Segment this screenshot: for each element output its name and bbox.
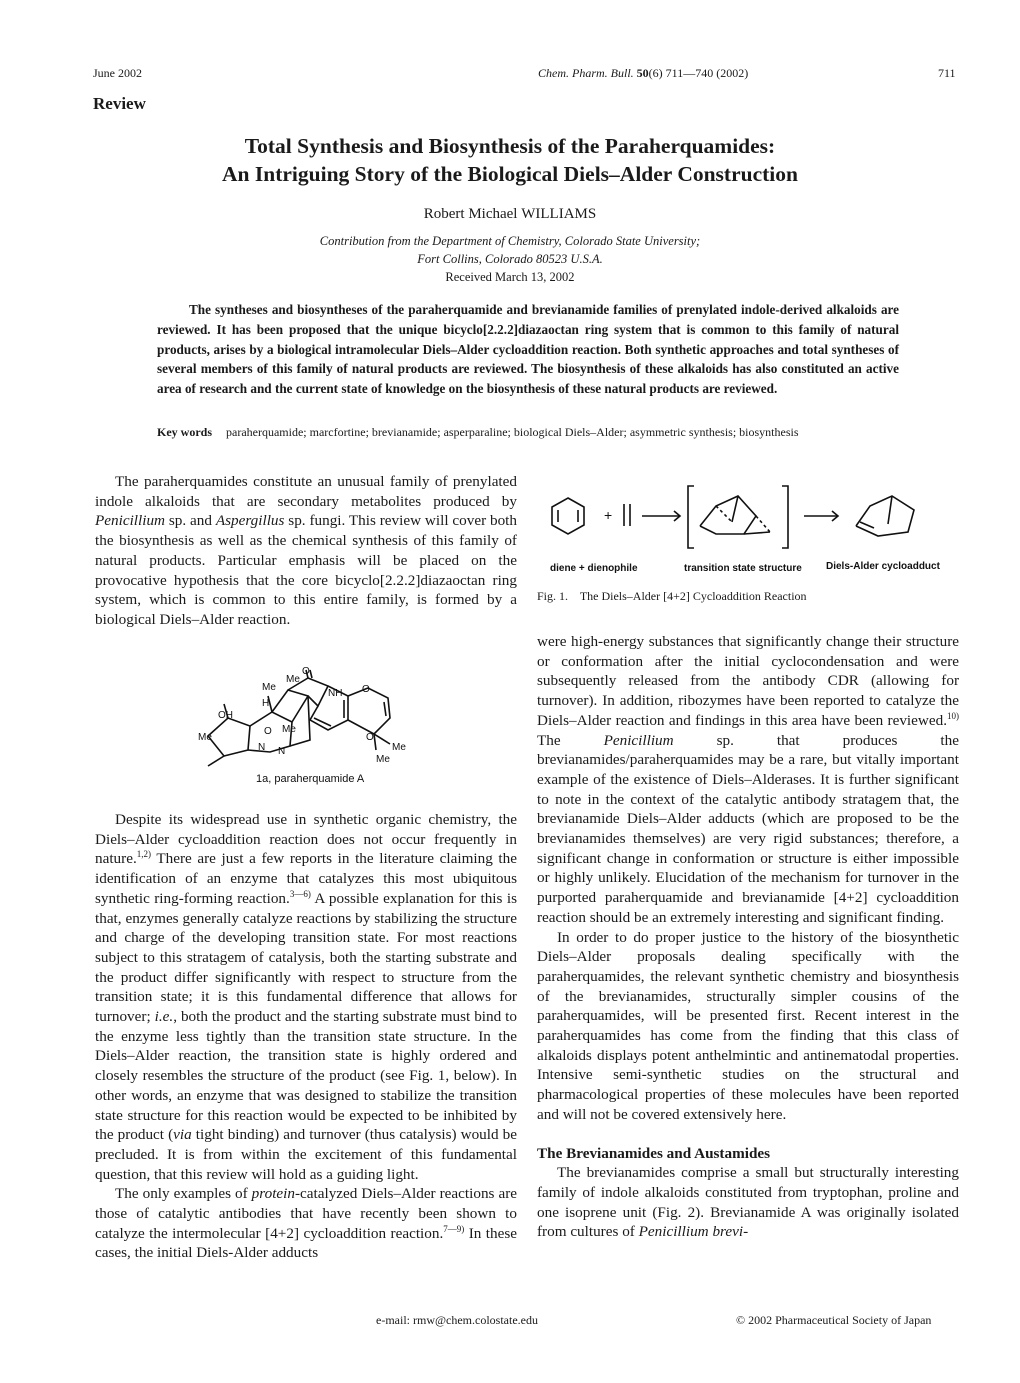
title-line-2: An Intriguing Story of the Biological Diels–Alder Construction — [222, 162, 798, 186]
atom-n-1: N — [258, 742, 266, 753]
right-col-para-2: In order to do proper justice to the history of the biosynthetic Diels–Alder proposals dealing specifically with the paraherquamides, the relevant synthetic chemistry and biosynthesis of the brevianamides, structurally simpler cousins of the paraherquamides, will be presented first. Recent interest in the paraherquamides has come from the finding that this class of alkaloids displays potent anthelmintic and antinematodal properties. Intensive semi-synthetic studies on the structural and pharmacological properties of these molecules have been reported and will not be covered extensively here. — [537, 928, 959, 1123]
author-last: WILLIAMS — [521, 206, 597, 222]
atom-n-2: N — [278, 746, 286, 757]
right-col-text: were high-energy substances that significantly change their structure or conformation after the initial cyclocondensation and were subsequently released from the antibody CDR (allowing for turnover). In addition, ribozymes have been reported to catalyze the Diels–Alder reaction and findings in this area have been reviewed.$^{10)}$ The Penicillium sp. that produces the brevianamides/paraherquamides may be a rare, but vitally important example of the existence of Diels–Alderases. It is further significant to note in the context of the catalytic antibody stratagem that, the brevianamide Diels–Alder adducts (which are proposed to be the brevianamides themselves) are very rigid substances; therefore, a significant change in conformation or structure is either impossible or highly unlikely. Elucidation of the mechanism for turnover in the purported paraherquamide and brevianamide [4+2] cycloaddition reaction should be an extremely interesting and significant finding. In order to do proper justice to the history of the biosynthetic Diels–Alder proposals dealing specifically with the paraherquamides, the relevant synthetic chemistry and biosynthesis of the brevianamides, structurally simpler cousins of the paraherquamides, will be presented first. Recent interest in the paraherquamides has come from the finding that this class of alkaloids displays potent anthelmintic and antinematodal properties. Intensive semi-synthetic studies on the structural and pharmacological properties of these molecules have been reported and will not be covered extensively here. The Brevianamides and Austamides The brevianamides comprise a small but structurally interesting family of indole alkaloids constituted from tryptophan, proline and one isoprene unit (Fig. 2). Brevianamide A was originally isolated from cultures of Penicillium brevi- — [537, 633, 959, 1241]
left-col-para-1: The paraherquamides constitute an unusual family of prenylated indole alkaloids that are secondary metabolites produced by Penicillium sp. and Aspergillus sp. fungi. This review will cover both the biosynthesis as well as the chemical synthesis of this family of natural products. Particular emphasis will be placed on the provocative hypothesis that the core bicyclo[2.2.2]diazaoctan ring system, which is common to this entire family, is formed by a biological Diels–Alder reaction. — [95, 473, 517, 628]
footer-copyright: © 2002 Pharmaceutical Society of Japan — [736, 1313, 932, 1327]
atom-o-3: O — [366, 732, 374, 743]
author — [0, 206, 1020, 223]
journal-name: Chem. Pharm. Bull. — [538, 66, 634, 80]
header-date: June 2002 — [93, 66, 142, 80]
paraherquamide-a-structure — [198, 666, 428, 786]
figure-1-caption-num: Fig. 1. — [537, 589, 569, 603]
received-date: Received March 13, 2002 — [445, 270, 575, 284]
keywords — [157, 424, 899, 440]
journal-volume: 50 — [636, 66, 649, 80]
atom-me-4: Me — [282, 724, 296, 735]
figure-1-diagram — [548, 476, 948, 576]
section-label: Review — [93, 94, 146, 113]
figure-1-plus: + — [604, 507, 613, 523]
figure-1-label-adduct: Diels-Alder cycloadduct — [826, 561, 940, 572]
keywords-label: Key words — [157, 425, 212, 439]
atom-o-2: O — [264, 726, 272, 737]
section-heading-brevianamides: The Brevianamides and Austamides — [537, 1144, 771, 1162]
atom-me-6: Me — [376, 754, 390, 765]
atom-o-1: O — [302, 666, 310, 677]
figure-1-caption — [537, 589, 807, 604]
footer-email: e-mail: rmw@chem.colostate.edu — [376, 1313, 538, 1327]
atom-me-1: Me — [262, 682, 276, 693]
atom-nh: NH — [328, 688, 343, 699]
header-page-number: 711 — [938, 66, 956, 80]
figure-1-caption-text: The Diels–Alder [4+2] Cycloaddition Reaction — [579, 589, 807, 603]
affiliation-line-2: Fort Collins, Colorado 80523 U.S.A. — [417, 252, 603, 266]
structure-label: 1a, paraherquamide A — [256, 773, 365, 785]
figure-1-label-diene: diene + dienophile — [550, 563, 638, 574]
atom-o-4: O — [362, 684, 370, 695]
keywords-list: paraherquamide; marcfortine; brevianamide; asperparaline; biological Diels–Alder; asymmetric synthesis; biosynthesis — [226, 425, 799, 439]
atom-me-2: Me — [286, 674, 300, 685]
abstract: The syntheses and biosyntheses of the paraherquamide and brevianamide families of prenylated indole-derived alkaloids are reviewed. It has been proposed that the unique bicyclo[2.2.2]diazaoctan ring system that is common to this family of natural products, arises by a biological intramolecular Diels–Alder cycloaddition reaction. Both synthetic approaches and total syntheses of several members of this family of natural products are reviewed. The biosynthesis of these alkaloids has also constituted an active area of research and the current state of knowledge on the biosynthesis of these natural products are reviewed. — [157, 302, 899, 397]
atom-h: H — [262, 698, 270, 709]
atom-me-5: Me — [392, 742, 406, 753]
affiliation-line-1: Contribution from the Department of Chemistry, Colorado State University; — [319, 234, 701, 248]
figure-1-label-ts: transition state structure — [684, 563, 802, 574]
title-line-1: Total Synthesis and Biosynthesis of the Paraherquamides: — [244, 134, 776, 158]
header-journal — [538, 66, 748, 81]
author-first: Robert Michael — [423, 206, 518, 222]
left-col-para-2: Despite its widespread use in synthetic organic chemistry, the Diels–Alder cycloaddition reaction does not occur frequently in nature.$^{1,2)}$ There are just a few reports in the literature claiming the identification of an enzyme that catalyzes this most ubiquitous synthetic ring-forming reaction.$^{3—6)}$ A possible explanation for this is that, enzymes generally catalyze reactions by stabilizing the structure and charge of the developing transition state. For most reactions subject to this stratagem of catalysis, both the starting substrate and the product differ significantly with respect to structure from the transition state; it is this fundamental difference that allows for turnover; i.e., both the product and the starting substrate must bind to the enzyme less tightly than the transition state structure. In the Diels–Alder reaction, the transition state is highly ordered and closely resembles the structure of the product (see Fig. 1, below). In other words, an enzyme that was designed to stabilize the transition state structure for this reaction would be expected to be inhibited by the product (via tight binding) and turnover (thus catalysis) would be precluded. It is from within the excitement of this fundamental question, that this review will hold as a guiding light. The only examples of protein-catalyzed Diels–Alder reactions are those of catalytic antibodies that have recently been shown to catalyze the intermolecular [4+2] cycloaddition reaction.$^{7—9)}$ In these cases, the initial Diels-Alder adducts — [95, 811, 517, 1262]
journal-issue: (6) 711—740 (2002) — [648, 66, 749, 80]
atom-oh: OH — [218, 710, 233, 721]
atom-me-3: Me — [198, 732, 212, 743]
